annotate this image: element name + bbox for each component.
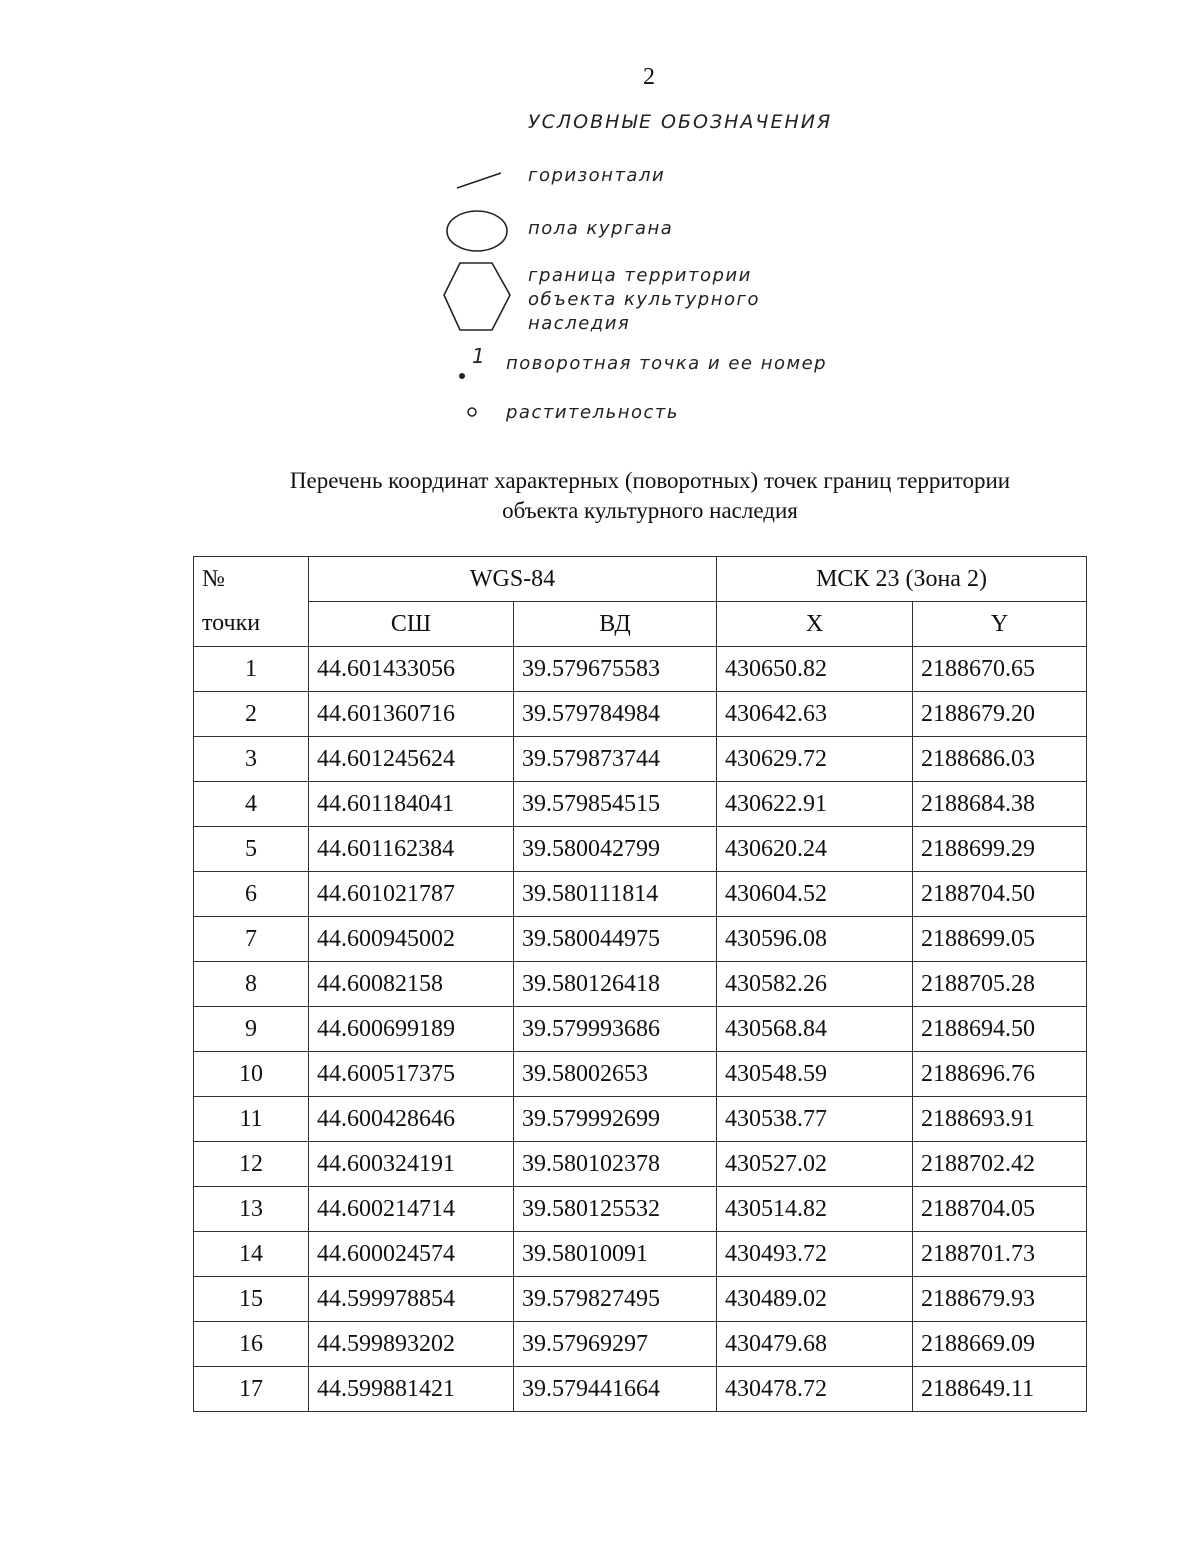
table-row	[194, 1322, 1087, 1367]
heading-line-1: Перечень координат характерных (поворотных) точек границ территории	[289, 468, 1011, 493]
cell-y-coordinate: 2188693.91	[913, 1097, 1087, 1142]
legend-label-contours: горизонтали	[528, 165, 666, 186]
header-number-top: №	[194, 557, 309, 602]
contour-line-icon	[455, 168, 505, 192]
cell-x-coordinate: 430582.26	[717, 962, 913, 1007]
legend-label-turning-point: поворотная точка и ее номер	[506, 353, 828, 374]
cell-latitude: 44.600517375	[309, 1052, 514, 1097]
cell-longitude: 39.580125532	[514, 1187, 717, 1232]
cell-y-coordinate: 2188702.42	[913, 1142, 1087, 1187]
cell-latitude: 44.601245624	[309, 737, 514, 782]
cell-longitude: 39.58010091	[514, 1232, 717, 1277]
table-header-row	[194, 557, 1087, 602]
cell-latitude: 44.600699189	[309, 1007, 514, 1052]
cell-longitude: 39.579441664	[514, 1367, 717, 1412]
cell-longitude: 39.579873744	[514, 737, 717, 782]
cell-point-number: 12	[194, 1142, 309, 1187]
table-row	[194, 1007, 1087, 1052]
cell-latitude: 44.601162384	[309, 827, 514, 872]
cell-point-number: 3	[194, 737, 309, 782]
coordinates-table	[193, 556, 1087, 1412]
cell-longitude: 39.580042799	[514, 827, 717, 872]
table-row	[194, 1232, 1087, 1277]
coordinates-heading	[150, 466, 1150, 526]
cell-point-number: 7	[194, 917, 309, 962]
heading-line-2: объекта культурного наследия	[502, 498, 798, 523]
cell-x-coordinate: 430620.24	[717, 827, 913, 872]
legend-title: УСЛОВНЫЕ ОБОЗНАЧЕНИЯ	[528, 111, 833, 133]
cell-latitude: 44.601021787	[309, 872, 514, 917]
cell-point-number: 2	[194, 692, 309, 737]
cell-latitude: 44.599893202	[309, 1322, 514, 1367]
table-row	[194, 737, 1087, 782]
cell-x-coordinate: 430548.59	[717, 1052, 913, 1097]
cell-x-coordinate: 430489.02	[717, 1277, 913, 1322]
cell-x-coordinate: 430568.84	[717, 1007, 913, 1052]
cell-x-coordinate: 430622.91	[717, 782, 913, 827]
cell-y-coordinate: 2188696.76	[913, 1052, 1087, 1097]
cell-longitude: 39.58002653	[514, 1052, 717, 1097]
cell-latitude: 44.601433056	[309, 647, 514, 692]
table-row	[194, 782, 1087, 827]
cell-point-number: 8	[194, 962, 309, 1007]
cell-longitude: 39.579784984	[514, 692, 717, 737]
cell-longitude: 39.580102378	[514, 1142, 717, 1187]
cell-point-number: 13	[194, 1187, 309, 1232]
ellipse-icon	[444, 208, 510, 254]
cell-x-coordinate: 430479.68	[717, 1322, 913, 1367]
table-row	[194, 1052, 1087, 1097]
cell-y-coordinate: 2188686.03	[913, 737, 1087, 782]
header-number-bottom: точки	[194, 602, 309, 647]
cell-longitude: 39.580044975	[514, 917, 717, 962]
cell-point-number: 9	[194, 1007, 309, 1052]
cell-latitude: 44.599881421	[309, 1367, 514, 1412]
cell-x-coordinate: 430538.77	[717, 1097, 913, 1142]
header-x: X	[717, 602, 913, 647]
table-row	[194, 1142, 1087, 1187]
cell-x-coordinate: 430527.02	[717, 1142, 913, 1187]
legend-label-mound: пола кургана	[528, 218, 674, 239]
cell-longitude: 39.580126418	[514, 962, 717, 1007]
cell-point-number: 5	[194, 827, 309, 872]
cell-latitude: 44.60082158	[309, 962, 514, 1007]
circle-icon	[464, 404, 480, 420]
cell-longitude: 39.579675583	[514, 647, 717, 692]
table-row	[194, 827, 1087, 872]
cell-x-coordinate: 430629.72	[717, 737, 913, 782]
cell-latitude: 44.600428646	[309, 1097, 514, 1142]
cell-y-coordinate: 2188705.28	[913, 962, 1087, 1007]
cell-latitude: 44.600945002	[309, 917, 514, 962]
cell-longitude: 39.579854515	[514, 782, 717, 827]
table-row	[194, 1097, 1087, 1142]
cell-latitude: 44.600024574	[309, 1232, 514, 1277]
table-row	[194, 962, 1087, 1007]
cell-point-number: 10	[194, 1052, 309, 1097]
cell-point-number: 4	[194, 782, 309, 827]
header-longitude: ВД	[514, 602, 717, 647]
cell-x-coordinate: 430493.72	[717, 1232, 913, 1277]
cell-y-coordinate: 2188684.38	[913, 782, 1087, 827]
table-row	[194, 1277, 1087, 1322]
legend-label-vegetation: растительность	[506, 402, 679, 423]
cell-longitude: 39.579827495	[514, 1277, 717, 1322]
cell-point-number: 6	[194, 872, 309, 917]
cell-x-coordinate: 430478.72	[717, 1367, 913, 1412]
cell-longitude: 39.57969297	[514, 1322, 717, 1367]
header-y: Y	[913, 602, 1087, 647]
legend-label-boundary: граница территории объекта культурного наследия	[528, 265, 760, 334]
cell-y-coordinate: 2188704.05	[913, 1187, 1087, 1232]
cell-y-coordinate: 2188679.93	[913, 1277, 1087, 1322]
table-row	[194, 917, 1087, 962]
header-wgs84: WGS-84	[309, 557, 717, 602]
cell-x-coordinate: 430650.82	[717, 647, 913, 692]
cell-x-coordinate: 430514.82	[717, 1187, 913, 1232]
cell-longitude: 39.580111814	[514, 872, 717, 917]
cell-y-coordinate: 2188699.05	[913, 917, 1087, 962]
cell-x-coordinate: 430596.08	[717, 917, 913, 962]
table-row	[194, 647, 1087, 692]
table-row	[194, 872, 1087, 917]
cell-point-number: 14	[194, 1232, 309, 1277]
table-row	[194, 1187, 1087, 1232]
cell-point-number: 11	[194, 1097, 309, 1142]
cell-y-coordinate: 2188649.11	[913, 1367, 1087, 1412]
cell-point-number: 1	[194, 647, 309, 692]
header-latitude: СШ	[309, 602, 514, 647]
cell-latitude: 44.600214714	[309, 1187, 514, 1232]
turning-point-number: 1	[472, 344, 487, 368]
cell-latitude: 44.599978854	[309, 1277, 514, 1322]
cell-y-coordinate: 2188669.09	[913, 1322, 1087, 1367]
cell-latitude: 44.600324191	[309, 1142, 514, 1187]
cell-point-number: 17	[194, 1367, 309, 1412]
cell-longitude: 39.579992699	[514, 1097, 717, 1142]
cell-y-coordinate: 2188670.65	[913, 647, 1087, 692]
table-row	[194, 692, 1087, 737]
cell-y-coordinate: 2188679.20	[913, 692, 1087, 737]
cell-longitude: 39.579993686	[514, 1007, 717, 1052]
hexagon-icon	[440, 260, 514, 334]
cell-x-coordinate: 430642.63	[717, 692, 913, 737]
page-number: 2	[643, 64, 655, 90]
cell-point-number: 16	[194, 1322, 309, 1367]
cell-y-coordinate: 2188701.73	[913, 1232, 1087, 1277]
cell-latitude: 44.601184041	[309, 782, 514, 827]
header-msk23: МСК 23 (Зона 2)	[717, 557, 1087, 602]
table-subheader-row	[194, 602, 1087, 647]
table-row	[194, 1367, 1087, 1412]
cell-y-coordinate: 2188694.50	[913, 1007, 1087, 1052]
cell-y-coordinate: 2188699.29	[913, 827, 1087, 872]
cell-latitude: 44.601360716	[309, 692, 514, 737]
cell-point-number: 15	[194, 1277, 309, 1322]
cell-x-coordinate: 430604.52	[717, 872, 913, 917]
cell-y-coordinate: 2188704.50	[913, 872, 1087, 917]
